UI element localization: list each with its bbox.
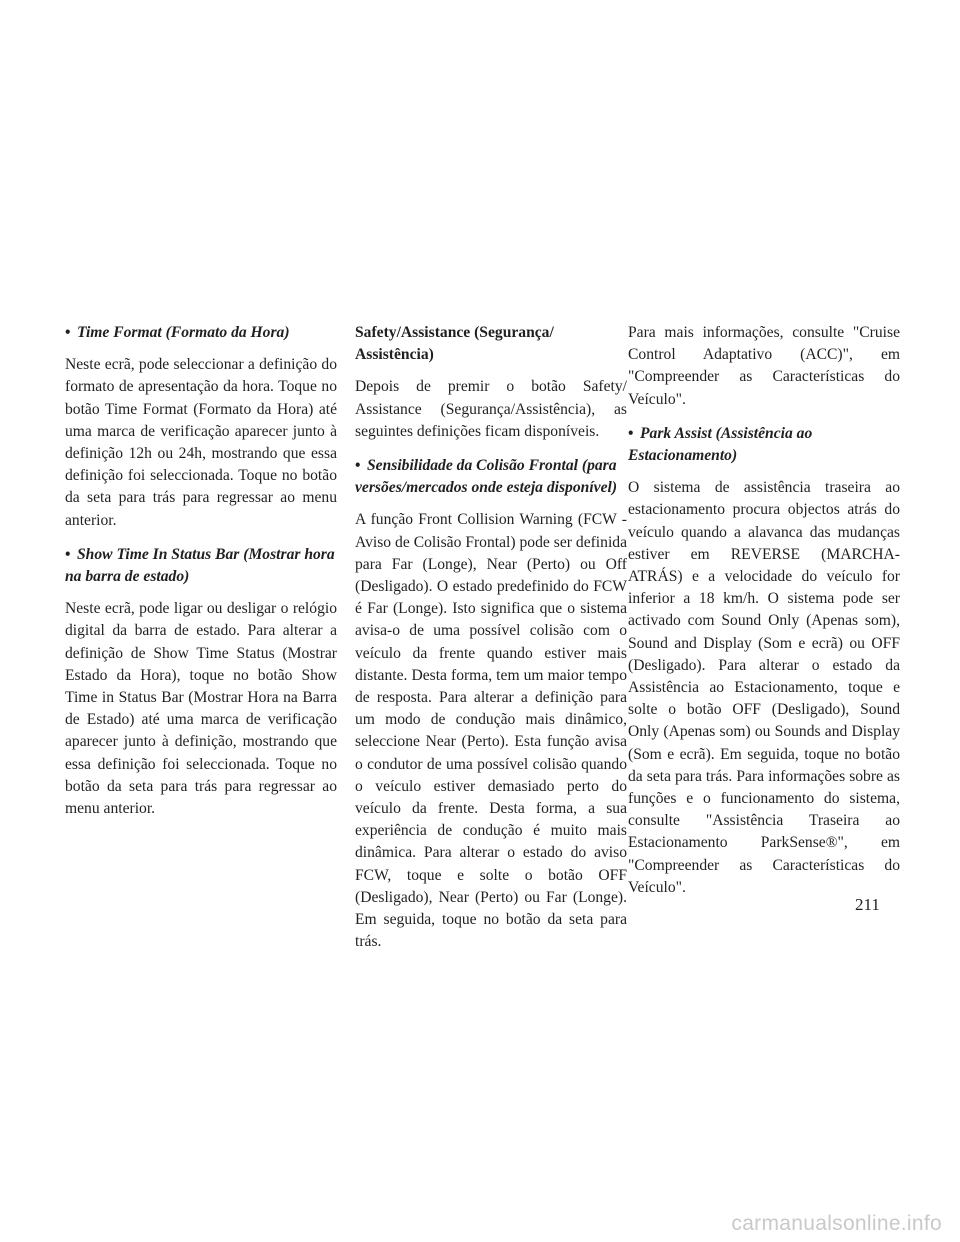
column-left xyxy=(65,322,337,832)
paragraph-fcw: A função Front Collision Warning (FCW - Aviso de Colisão Frontal) pode ser definida para Far (Longe), Near (Perto) ou Off (Desligado). O estado predefinido do FCW é Far (Longe). Isto significa que o sistema avisa-o de uma possível colisão com o veículo da frente quando estiver mais distante. Desta forma, tem um maior tempo de resposta. Para alterar a definição para um modo de condução mais dinâmico, seleccione Near (Perto). Esta função avisa o condutor de uma possível colisão quando o veículo estiver demasiado perto do veículo da frente. Desta forma, a sua experiência de condução é muito mais dinâmica. Para alterar o estado do aviso FCW, toque e solte o botão OFF (Desligado), Near (Perto) ou Far (Longe). Em seguida, toque no botão da seta para trás. xyxy=(355,511,627,951)
column-middle xyxy=(355,322,627,965)
bullet-icon: • xyxy=(65,324,71,341)
bullet-icon: • xyxy=(65,545,71,563)
section-heading-safety-assistance: Safety/Assistance (Segurança/ Assistência) xyxy=(355,324,554,364)
bullet-heading-time-format xyxy=(65,322,337,344)
bullet-heading-text: Park Assist (Assistência ao Estacionamento) xyxy=(628,424,813,465)
bullet-heading-collision xyxy=(355,455,627,499)
bullet-heading-text: Show Time In Status Bar (Mostrar hora na barra de estado) xyxy=(65,545,335,586)
paragraph-safety-intro: Depois de premir o botão Safety/ Assistance (Segurança/Assistência), as seguintes definições ficam disponíveis. xyxy=(355,378,627,440)
paragraph-show-time: Neste ecrã, pode ligar ou desligar o relógio digital da barra de estado. Para alterar a definição de Show Time Status (Mostrar Estado da Hora), toque no botão Show Time in Status Bar (Mostrar Hora na Barra de Estado) até uma marca de verificação aparecer junto à definição, mostrando que essa definição foi seleccionada. Toque no botão da seta para trás para regressar ao menu anterior. xyxy=(65,600,337,818)
bullet-heading-park-assist xyxy=(628,423,900,467)
bullet-heading-text: Time Format (Formato da Hora) xyxy=(77,324,290,341)
bullet-heading-text: Sensibilidade da Colisão Frontal (para versões/mercados onde esteja disponível) xyxy=(355,457,618,497)
bullet-heading-show-time xyxy=(65,544,337,588)
paragraph-acc-reference: Para mais informações, consulte "Cruise Control Adaptativo (ACC)", em "Compreender as Características do Veículo". xyxy=(628,324,900,408)
bullet-icon: • xyxy=(355,457,361,475)
column-right xyxy=(628,322,900,911)
page-number: 211 xyxy=(855,895,880,914)
paragraph-park-assist: O sistema de assistência traseira ao estacionamento procura objectos atrás do veículo quando a alavanca das mudanças estiver em REVERSE (MARCHA-ATRÁS) e a velocidade do veículo for inferior a 18 km/h. O sistema pode ser activado com Sound Only (Apenas som), Sound and Display (Som e ecrã) ou OFF (Desligado). Para alterar o estado da Assistência ao Estacionamento, toque e solte o botão OFF (Desligado), Sound Only (Apenas som) ou Sounds and Display (Som e ecrã). Em seguida, toque no botão da seta para trás. Para informações sobre as funções e o funcionamento do sistema, consulte "Assistência Traseira ao Estacionamento ParkSense®", em "Compreender as Características do Veículo". xyxy=(628,479,900,896)
watermark-logo: carmanualsonline.info xyxy=(731,1212,942,1235)
bullet-icon: • xyxy=(628,424,634,442)
paragraph-time-format: Neste ecrã, pode seleccionar a definição do formato de apresentação da hora. Toque no botão Time Format (Formato da Hora) até uma marca de verificação aparecer junto à definição 12h ou 24h, mostrando que essa definição foi seleccionada. Toque no botão da seta para trás para regressar ao menu anterior. xyxy=(65,356,337,529)
